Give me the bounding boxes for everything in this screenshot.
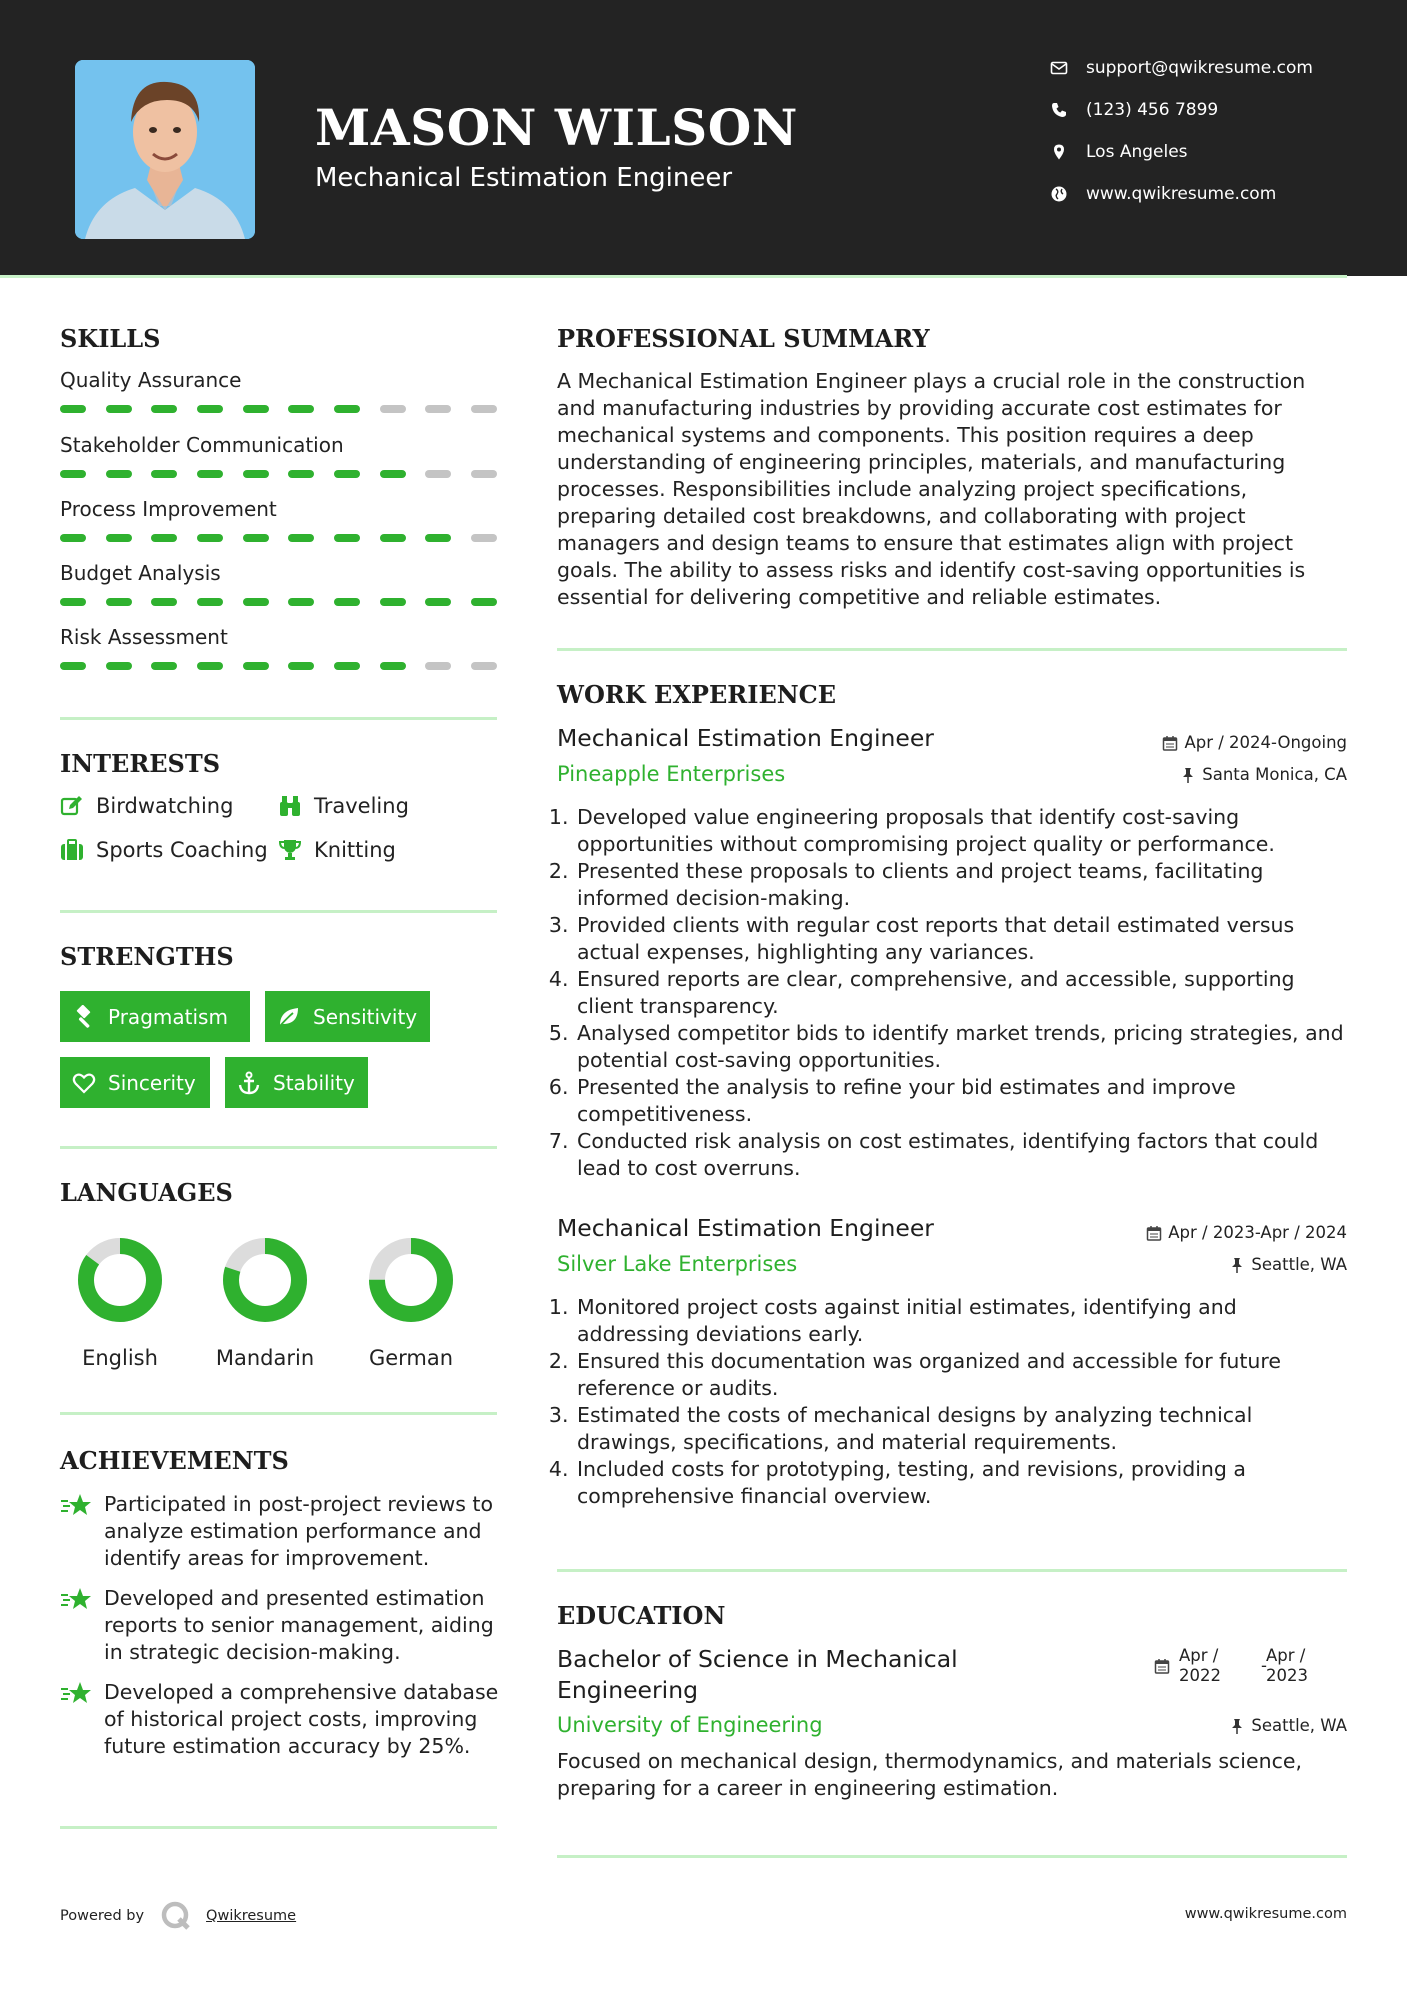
skill-dash-filled [60, 405, 86, 413]
language-donut [221, 1236, 309, 1324]
skill-dash-filled [471, 598, 497, 606]
job-date-text: Apr / 2024-Ongoing [1184, 733, 1347, 752]
languages-heading: LANGUAGES [60, 1178, 233, 1207]
strength-badge [60, 991, 250, 1042]
job-company: Silver Lake Enterprises [557, 1252, 798, 1276]
skill-dash-filled [243, 405, 269, 413]
job-bullet: 2. Presented these proposals to clients and project teams, facilitating informed decision-making. [575, 858, 1347, 912]
education-school: University of Engineering [557, 1713, 823, 1737]
education-date-start: Apr / 2022 [1179, 1646, 1221, 1685]
skill-dash-empty [471, 405, 497, 413]
skill-dash-filled [197, 470, 223, 478]
skill-dash-empty [471, 470, 497, 478]
pushpin-icon [1180, 767, 1196, 783]
trophy-icon [278, 838, 302, 862]
achievement-text: Developed a comprehensive database of historical project costs, improving future estimation accuracy by 25%. [104, 1680, 499, 1758]
star-medal-icon [60, 1681, 92, 1707]
skill-dash-filled [151, 405, 177, 413]
contact-email[interactable] [1050, 58, 1380, 78]
star-medal-icon [60, 1587, 92, 1613]
skill-dash-filled [288, 598, 314, 606]
interests-heading: INTERESTS [60, 749, 221, 778]
skill-dash-filled [425, 534, 451, 542]
skill-dash-filled [243, 470, 269, 478]
education-location-text: Seattle, WA [1251, 1716, 1347, 1735]
contact-phone[interactable] [1050, 100, 1380, 120]
achievement-item [60, 1491, 500, 1572]
experience-heading: WORK EXPERIENCE [557, 680, 837, 709]
contact-website-text: www.qwikresume.com [1086, 184, 1277, 204]
skill-dash-filled [106, 598, 132, 606]
skill-name: Process Improvement [60, 497, 277, 521]
candidate-name: MASON WILSON [315, 98, 798, 157]
language-item [65, 1236, 175, 1370]
education-heading: EDUCATION [557, 1601, 726, 1630]
strength-badge [60, 1057, 210, 1108]
skill-dash-empty [425, 662, 451, 670]
interest-item [60, 794, 233, 818]
job-bullet: 2. Ensured this documentation was organized and accessible for future reference or audits. [575, 1348, 1347, 1402]
job-bullet: 4. Ensured reports are clear, comprehensive, and accessible, supporting client transparency. [575, 966, 1347, 1020]
education-date-separator: - [1261, 1656, 1267, 1675]
skill-dash-filled [60, 470, 86, 478]
education-description: Focused on mechanical design, thermodynamics, and materials science, preparing for a career in engineering estimation. [557, 1749, 1302, 1800]
skill-dash-filled [243, 662, 269, 670]
achievement-text: Participated in post-project reviews to analyze estimation performance and identify areas for improvement. [104, 1492, 493, 1570]
anchor-icon [237, 1071, 261, 1095]
star-medal-icon [60, 1493, 92, 1519]
skill-dash-empty [471, 534, 497, 542]
job-company: Pineapple Enterprises [557, 762, 786, 786]
skill-meter [60, 534, 497, 542]
job-bullet: 4. Included costs for prototyping, testing, and revisions, providing a comprehensive financial overview. [575, 1456, 1347, 1510]
skill-dash-filled [288, 534, 314, 542]
contact-email-text: support@qwikresume.com [1086, 58, 1313, 78]
education-location [1229, 1716, 1347, 1735]
skills-heading: SKILLS [60, 324, 161, 353]
strength-badge [265, 991, 430, 1042]
section-divider [557, 1855, 1347, 1858]
section-divider [60, 1146, 497, 1149]
job-title: Mechanical Estimation Engineer [557, 1214, 934, 1242]
achievement-item [60, 1679, 500, 1760]
leaf-icon [277, 1005, 301, 1029]
skill-dash-filled [334, 405, 360, 413]
section-divider [557, 648, 1347, 651]
job-bullet: 3. Provided clients with regular cost reports that detail estimated versus actual expenses, highlighting any variances. [575, 912, 1347, 966]
language-name: German [368, 1346, 454, 1370]
job-location-text: Seattle, WA [1251, 1255, 1347, 1274]
job-bullet: 6. Presented the analysis to refine your bid estimates and improve competitiveness. [575, 1074, 1347, 1128]
brand-link[interactable]: Qwikresume [206, 1908, 297, 1924]
skill-dash-filled [334, 534, 360, 542]
interest-label: Knitting [314, 838, 396, 862]
strength-label: Stability [273, 1070, 355, 1095]
section-divider [557, 1569, 1347, 1572]
language-name: English [82, 1346, 158, 1370]
skill-dash-filled [106, 405, 132, 413]
education-degree: Bachelor of Science in Mechanical Engineering [557, 1645, 958, 1704]
qwikresume-logo-icon [160, 1900, 192, 1932]
skill-dash-filled [106, 534, 132, 542]
skill-dash-filled [197, 405, 223, 413]
skill-name: Budget Analysis [60, 561, 221, 585]
pushpin-icon [1229, 1257, 1245, 1273]
skill-dash-filled [243, 598, 269, 606]
header-divider [0, 275, 1347, 278]
strength-badge [225, 1057, 368, 1108]
job-date [1146, 1223, 1347, 1242]
map-pin-icon [1050, 143, 1068, 161]
calendar-icon [1162, 735, 1178, 751]
skill-dash-filled [425, 598, 451, 606]
achievement-text: Developed and presented estimation reports to senior management, aiding in strategic decision-making. [104, 1586, 494, 1664]
candidate-title: Mechanical Estimation Engineer [315, 163, 733, 193]
skill-dash-filled [106, 470, 132, 478]
skill-dash-filled [380, 470, 406, 478]
skill-dash-filled [334, 598, 360, 606]
binoculars-icon [278, 794, 302, 818]
profile-photo [75, 60, 255, 239]
contact-location-text: Los Angeles [1086, 142, 1188, 162]
job-title: Mechanical Estimation Engineer [557, 724, 934, 752]
achievement-item [60, 1585, 500, 1666]
skill-dash-filled [197, 534, 223, 542]
edit-icon [60, 794, 84, 818]
skill-dash-filled [151, 662, 177, 670]
strengths-heading: STRENGTHS [60, 942, 234, 971]
job-location [1229, 1255, 1347, 1274]
skill-dash-filled [106, 662, 132, 670]
job-bullet: 3. Estimated the costs of mechanical designs by analyzing technical drawings, specifications, and material requirements. [575, 1402, 1347, 1456]
skill-dash-filled [334, 662, 360, 670]
summary-heading: PROFESSIONAL SUMMARY [557, 324, 930, 353]
interest-item [278, 838, 396, 862]
section-divider [60, 910, 497, 913]
section-divider [60, 1826, 497, 1829]
interest-item [60, 838, 268, 862]
skill-dash-filled [380, 534, 406, 542]
language-name: Mandarin [215, 1346, 315, 1370]
skill-dash-filled [288, 405, 314, 413]
calendar-icon [1146, 1225, 1162, 1241]
skill-dash-empty [471, 662, 497, 670]
skill-dash-filled [380, 662, 406, 670]
job-bullets [557, 804, 1347, 1182]
job-bullet: 7. Conducted risk analysis on cost estimates, identifying factors that could lead to cost overruns. [575, 1128, 1347, 1182]
job-bullet: 1. Developed value engineering proposals that identify cost-saving opportunities without compromising project quality or performance. [575, 804, 1347, 858]
job-bullets [557, 1294, 1347, 1510]
contact-phone-text: (123) 456 7899 [1086, 100, 1219, 120]
heart-icon [72, 1071, 96, 1095]
skill-dash-filled [197, 662, 223, 670]
job-bullet: 1. Monitored project costs against initial estimates, identifying and addressing deviations early. [575, 1294, 1347, 1348]
skill-dash-empty [425, 470, 451, 478]
job-bullet: 5. Analysed competitor bids to identify market trends, pricing strategies, and potential cost-saving opportunities. [575, 1020, 1347, 1074]
job-location [1180, 765, 1347, 784]
strength-label: Sincerity [108, 1070, 196, 1095]
job-date [1162, 733, 1347, 752]
skill-dash-filled [380, 598, 406, 606]
skill-dash-filled [197, 598, 223, 606]
skill-meter [60, 662, 497, 670]
strength-label: Pragmatism [108, 1004, 228, 1029]
interest-label: Birdwatching [96, 794, 234, 818]
skill-name: Risk Assessment [60, 625, 228, 649]
skill-meter [60, 470, 497, 478]
section-divider [60, 1412, 497, 1415]
summary-text: A Mechanical Estimation Engineer plays a crucial role in the construction and manufacturing industries by providing accurate cost estimates for mechanical systems and components. This position requires a deep understanding of engineering principles, materials, and manufacturing processes. Responsibilities include analyzing project specifications, preparing detailed cost breakdowns, and collaborating with project managers and design teams to ensure that estimates align with project goals. The ability to assess risks and identify cost-saving opportunities is essential for delivering competitive and reliable estimates. [557, 369, 1306, 609]
powered-by-label: Powered by [60, 1908, 145, 1924]
skill-dash-filled [334, 470, 360, 478]
envelope-icon [1050, 59, 1068, 77]
skill-dash-filled [288, 470, 314, 478]
resume-header [0, 0, 1407, 276]
skill-name: Quality Assurance [60, 368, 242, 392]
education-date-end: Apr / 2023 [1266, 1646, 1308, 1685]
skill-dash-filled [151, 534, 177, 542]
globe-icon [1050, 185, 1068, 203]
interest-label: Sports Coaching [96, 838, 268, 862]
achievements-heading: ACHIEVEMENTS [60, 1446, 289, 1475]
language-item [356, 1236, 466, 1370]
contact-website[interactable] [1050, 184, 1380, 204]
interest-item [278, 794, 409, 818]
skill-name: Stakeholder Communication [60, 433, 344, 457]
language-donut [76, 1236, 164, 1324]
calendar-icon [1154, 1658, 1170, 1674]
skill-dash-filled [243, 534, 269, 542]
strength-label: Sensitivity [313, 1004, 418, 1029]
job-location-text: Santa Monica, CA [1202, 765, 1347, 784]
language-item [210, 1236, 320, 1370]
skill-meter [60, 405, 497, 413]
contact-location [1050, 142, 1380, 162]
interest-label: Traveling [314, 794, 409, 818]
skill-dash-filled [60, 662, 86, 670]
skill-dash-filled [288, 662, 314, 670]
language-donut [367, 1236, 455, 1324]
skill-dash-empty [380, 405, 406, 413]
skill-dash-filled [151, 598, 177, 606]
footer-website[interactable]: www.qwikresume.com [1184, 1906, 1347, 1922]
job-date-text: Apr / 2023-Apr / 2024 [1168, 1223, 1347, 1242]
section-divider [60, 717, 497, 720]
phone-icon [1050, 101, 1068, 119]
gavel-icon [72, 1005, 96, 1029]
skill-dash-filled [60, 534, 86, 542]
skill-meter [60, 598, 497, 606]
skill-dash-empty [425, 405, 451, 413]
skill-dash-filled [151, 470, 177, 478]
briefcase-icon [60, 838, 84, 862]
footer-powered-by [60, 1900, 296, 1932]
skill-dash-filled [60, 598, 86, 606]
pushpin-icon [1229, 1718, 1245, 1734]
